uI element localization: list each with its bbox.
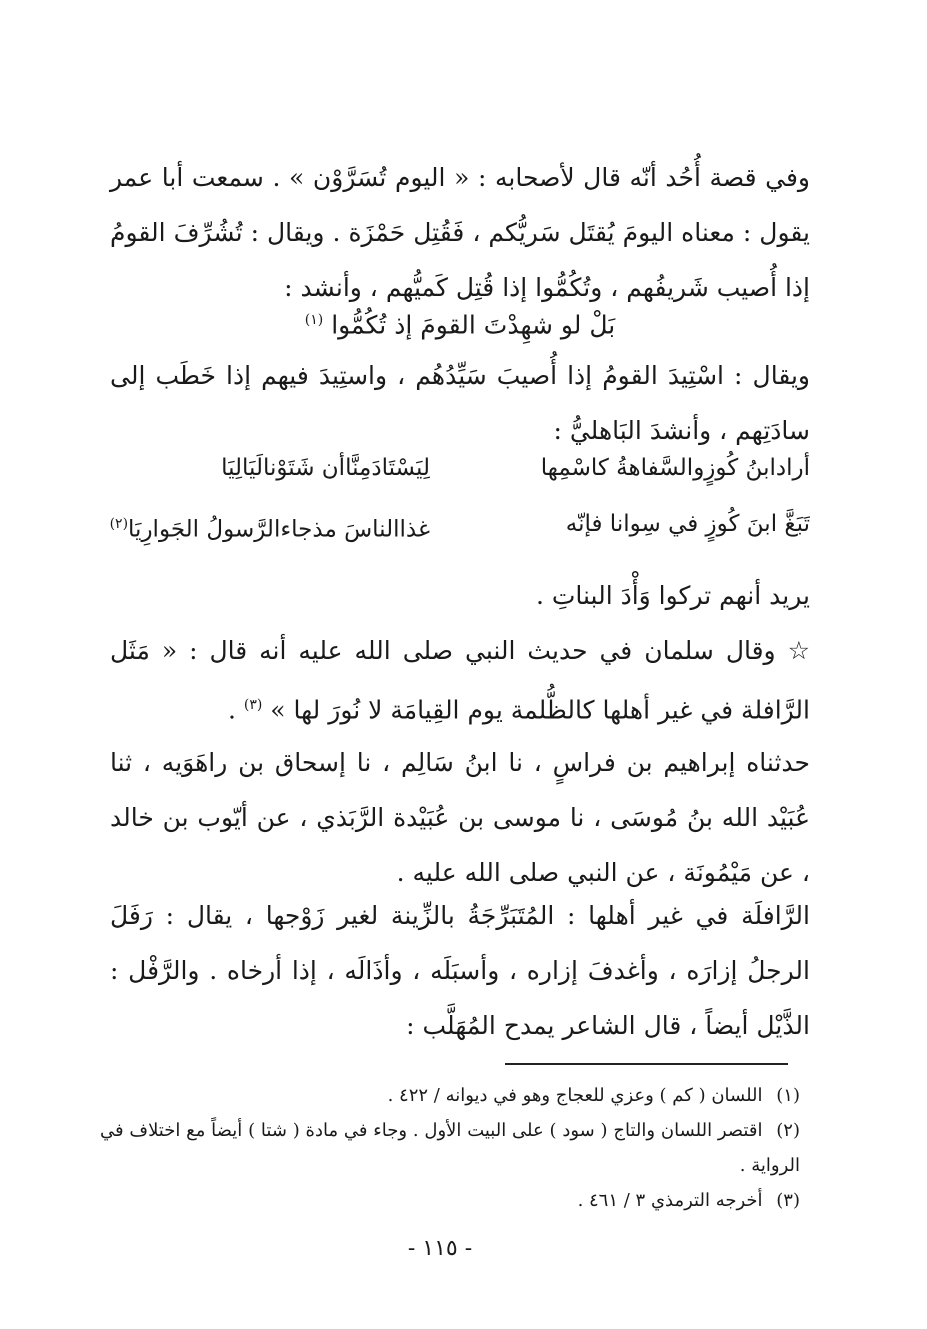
paragraph-istiyad-text: ويقال : اسْتِيدَ القومُ إذا أُصيبَ سَيِّدُهُم ، واستِيدَ فيهم إذا خَطَب إلى سادَتِهم ، وأنشدَ البَاهليُّ : [110,361,810,445]
poem-hemistich-left: لِيَسْتَادَمِنَّاأن شَتَوْنالَيَالِيَا [221,455,430,481]
verse-line-1-text: بَلْ لو شهِدْتَ القومَ إذ تُكُمُّوا [331,310,616,340]
footnotes [100,1078,800,1218]
paragraph-uhud [110,150,810,315]
verse-line-1 [110,295,810,350]
footnote-3 [100,1183,800,1218]
poem-hemistich-left-wrap [110,496,430,558]
footnote-ref-3: (٣) [243,697,263,713]
paragraph-wad-text: يريد أنهم تركوا وَأْدَ البناتِ . [535,581,810,610]
paragraph-rafila [110,888,810,1053]
poem-hemistich-right: تَبَغَّ ابنَ كُوزٍ في سِوانا فإنّه [565,511,810,537]
paragraph-rafila-text: الرَّافلَة في غير أهلها : المُتَبَرِّجَةُ بالزِّينة لغير زَوْجها ، يقال : رَفَلَ الرجلُ إزارَه ، وأغدفَ إزاره ، وأسبَلَه ، وأذَالَه ، إذا أرخاه . والرَّفْل : الذَّيْل أيضاً ، قال الشاعر يمدح المُهَلَّب : [110,901,810,1040]
footnote-ref-1: (١) [304,312,324,328]
poem-hemistich-right: أرادابنُ كُوزٍوالسَّفاهةُ كاسْمِها [540,455,810,481]
footnote-text: اللسان ( كم ) وعزي للعجاج وهو في ديوانه / ٤٢٢ . [387,1085,763,1106]
paragraph-uhud-text: وفي قصة أُحُد أنّه قال لأصحابه : « اليوم تُسَرَّوْن » . سمعت أبا عمر يقول : معناه اليومَ يُقتَل سَريُّكم ، فَقُتِل حَمْزَة . ويقال : تُشُرِّفَ القومُ إذا أُصيب شَريفُهم ، وتُكُمُّوا إذا قُتِل كَميُّهم ، وأنشد : [110,163,810,302]
paragraph-salman-end: . [227,695,236,725]
footnote-number: (٢) [776,1120,800,1141]
footnote-divider [505,1063,788,1065]
poem-bahili [110,440,810,558]
paragraph-salman-wrap [110,623,810,737]
footnote-ref-2: (٢) [110,516,129,532]
paragraph-wad [110,568,810,623]
paragraph-isnad-text: حدثناه إبراهيم بن فراسٍ ، نا ابنُ سَالِم ، نا إسحاق بن راهَوَيه ، ثنا عُبَيْد الله بنُ مُوسَى ، نا موسى بن عُبَيْدة الرَّبَذي ، عن أيّوب بن خالد ، عن مَيْمُونَة ، عن النبي صلى الله عليه . [110,748,810,887]
paragraph-isnad [110,735,810,900]
paragraph-salman-text: ☆ وقال سلمان في حديث النبي صلى الله عليه أنه قال : « مَثَل الرَّافلة في غير أهلها كالظُّلمة يوم القِيامَة لا نُورَ لها » [110,636,810,725]
footnote-number: (٣) [776,1190,800,1211]
footnote-2 [100,1113,800,1183]
poem-row [110,496,810,558]
footnote-text: أخرجه الترمذي ٣ / ٤٦١ . [577,1190,763,1211]
footnote-number: (١) [776,1085,800,1106]
poem-row [110,440,810,496]
footnote-text: اقتصر اللسان والتاج ( سود ) على البيت الأول . وجاء في مادة ( شتا ) أيضاً مع اختلاف في الرواية . [100,1120,800,1176]
poem-hemistich-left: غذاالناسَ مذجاءالرَّسولُ الجَوارِيَا [128,516,430,543]
footnote-1 [100,1078,800,1113]
page-number: - ١١٥ - [407,1236,473,1261]
paragraph-salman [110,623,810,737]
